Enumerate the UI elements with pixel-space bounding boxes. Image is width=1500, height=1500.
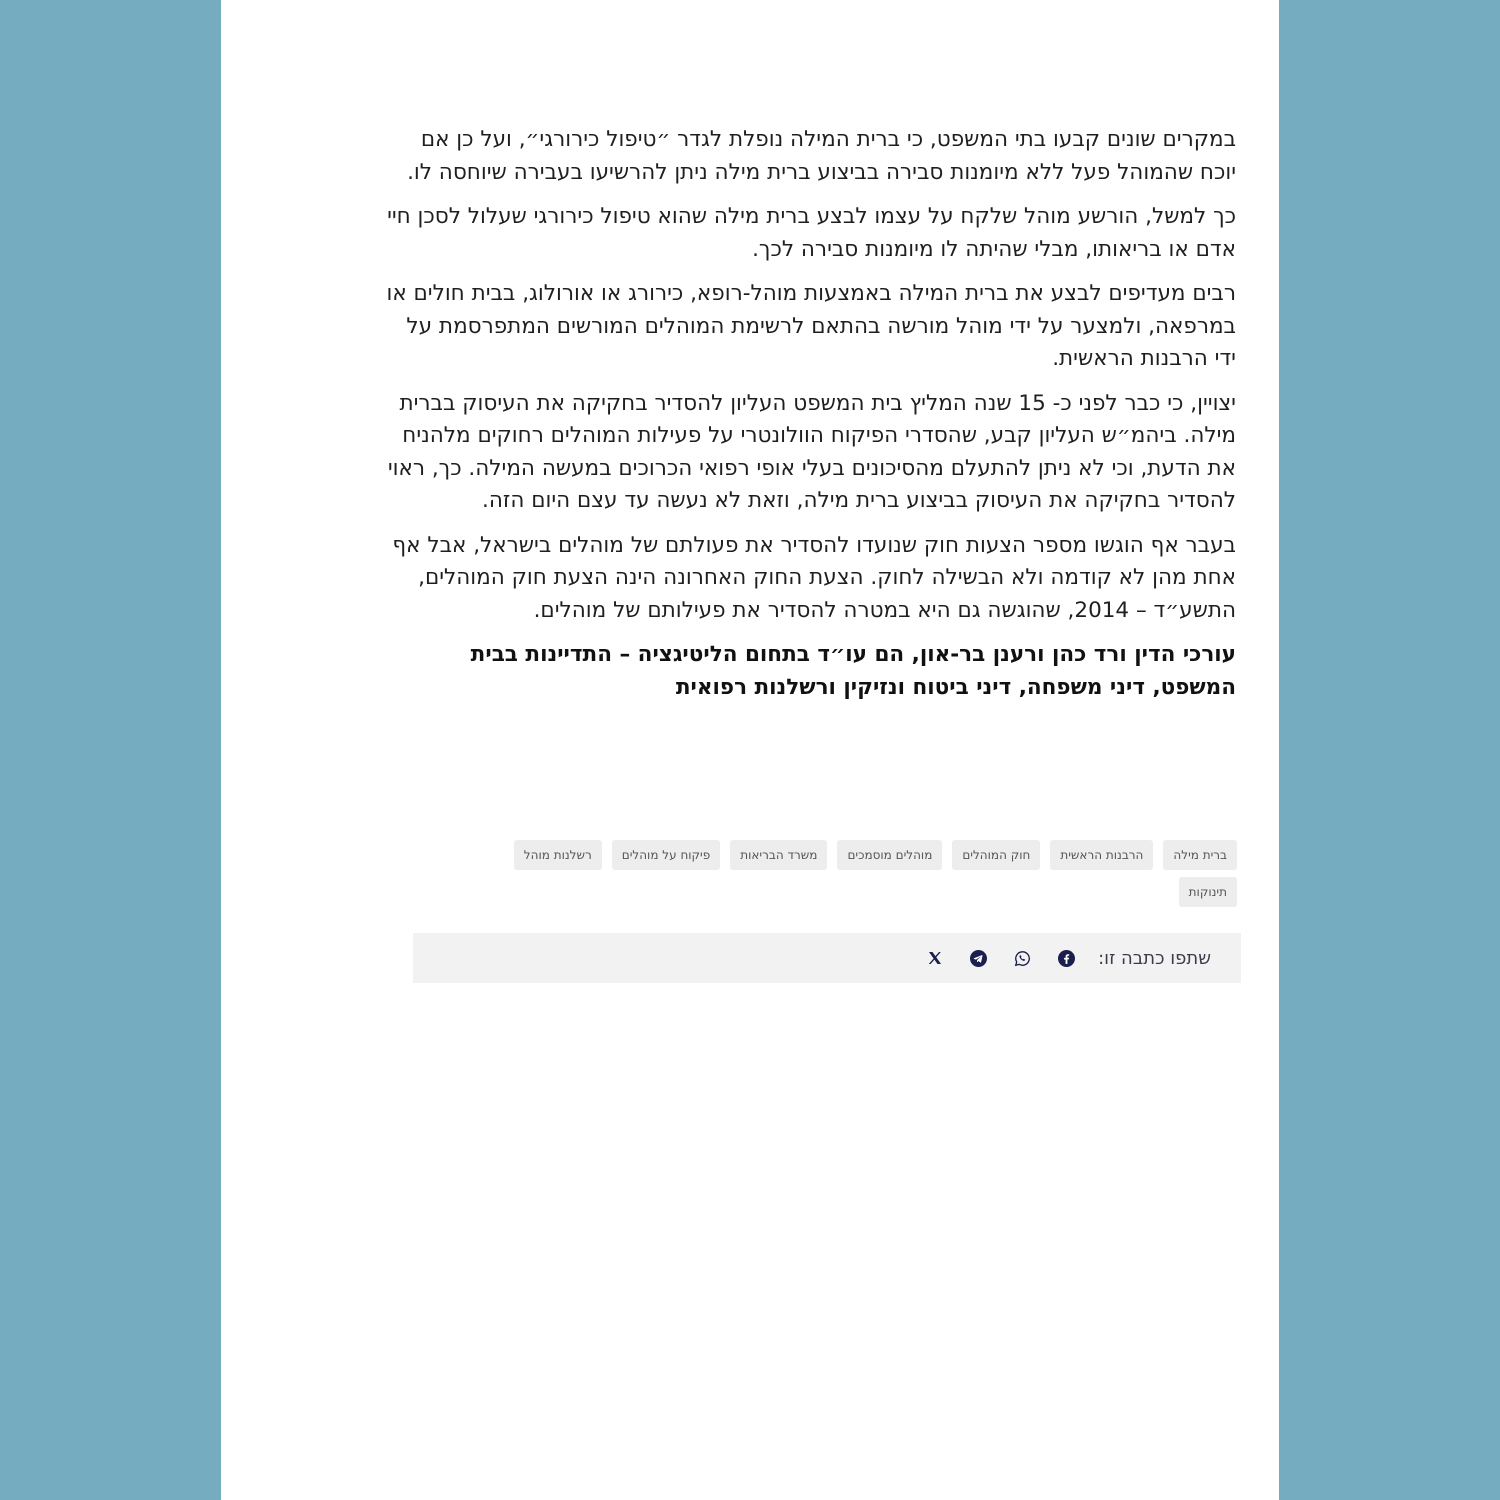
tag-link[interactable]: חוק המוהלים — [952, 840, 1040, 870]
tag-link[interactable]: ברית מילה — [1163, 840, 1237, 870]
tag-link[interactable]: משרד הבריאות — [730, 840, 827, 870]
article-paragraph: במקרים שונים קבעו בתי המשפט, כי ברית המילה נופלת לגדר ״טיפול כירורגי״, ועל כן אם יוכח שהמוהל פעל ללא מיומנות סבירה בביצוע ברית מילה ניתן להרשיעו בעבירה שיוחסה לו. — [407, 127, 1236, 185]
tag-list — [477, 840, 1237, 907]
share-icons — [925, 949, 1076, 968]
article-page — [221, 0, 1279, 1500]
tag-link[interactable]: הרבנות הראשית — [1050, 840, 1153, 870]
tag-link[interactable]: תינוקות — [1179, 877, 1237, 907]
article-paragraph: רבים מעדיפים לבצע את ברית המילה באמצעות מוהל-רופא, כירורג או אורולוג, בבית חולים או במרפאה, ולמצער על ידי מוהל מורשה בהתאם לרשימת המוהלים המורשים המתפרסמת על ידי הרבנות הראשית. — [386, 281, 1236, 371]
whatsapp-icon[interactable] — [1013, 949, 1032, 968]
telegram-icon[interactable] — [969, 949, 988, 968]
facebook-icon[interactable] — [1057, 949, 1076, 968]
article-paragraph: בעבר אף הוגשו מספר הצעות חוק שנועדו להסדיר את פעולתם של מוהלים בישראל, אבל אף אחת מהן לא קודמה ולא הבשילה לחוק. הצעת החוק האחרונה הינה הצעת חוק המוהלים, התשע״ד – 2014, שהוגשה גם היא במטרה להסדיר את פעילותם של מוהלים. — [392, 532, 1236, 623]
share-bar — [413, 933, 1241, 983]
tag-link[interactable]: פיקוח על מוהלים — [612, 840, 721, 870]
share-label: שתפו כתבה זו: — [1098, 947, 1211, 969]
article-paragraph: כך למשל, הורשע מוהל שלקח על עצמו לבצע ברית מילה שהוא טיפול כירורגי שעלול לסכן חיי אדם או בריאותו, מבלי שהיתה לו מיומנות סבירה לכך. — [387, 204, 1236, 262]
article-paragraph: יצויין, כי כבר לפני כ- 15 שנה המליץ בית המשפט העליון להסדיר בחקיקה את העיסוק בברית מילה. ביהמ״ש העליון קבע, שהסדרי הפיקוח הוולונטרי על פעילות המוהלים רחוקים מלהניח את הדעת, וכי לא ניתן להתעלם מהסיכונים בעלי אופי רפואי הכרוכים במעשה המילה. כך, ראוי להסדיר בחקיקה את העיסוק בביצוע ברית מילה, וזאת לא נעשה עד עצם היום הזה. — [387, 390, 1236, 513]
x-icon[interactable] — [925, 949, 944, 968]
tag-link[interactable]: רשלנות מוהל — [514, 840, 602, 870]
tag-link[interactable]: מוהלים מוסמכים — [837, 840, 942, 870]
article-body — [381, 124, 1236, 716]
author-note: עורכי הדין ורד כהן ורענן בר-און, הם עו״ד בתחום הליטיגציה – התדיינות בבית המשפט, דיני משפחה, דיני ביטוח ונזיקין ורשלנות רפואית — [470, 642, 1236, 700]
